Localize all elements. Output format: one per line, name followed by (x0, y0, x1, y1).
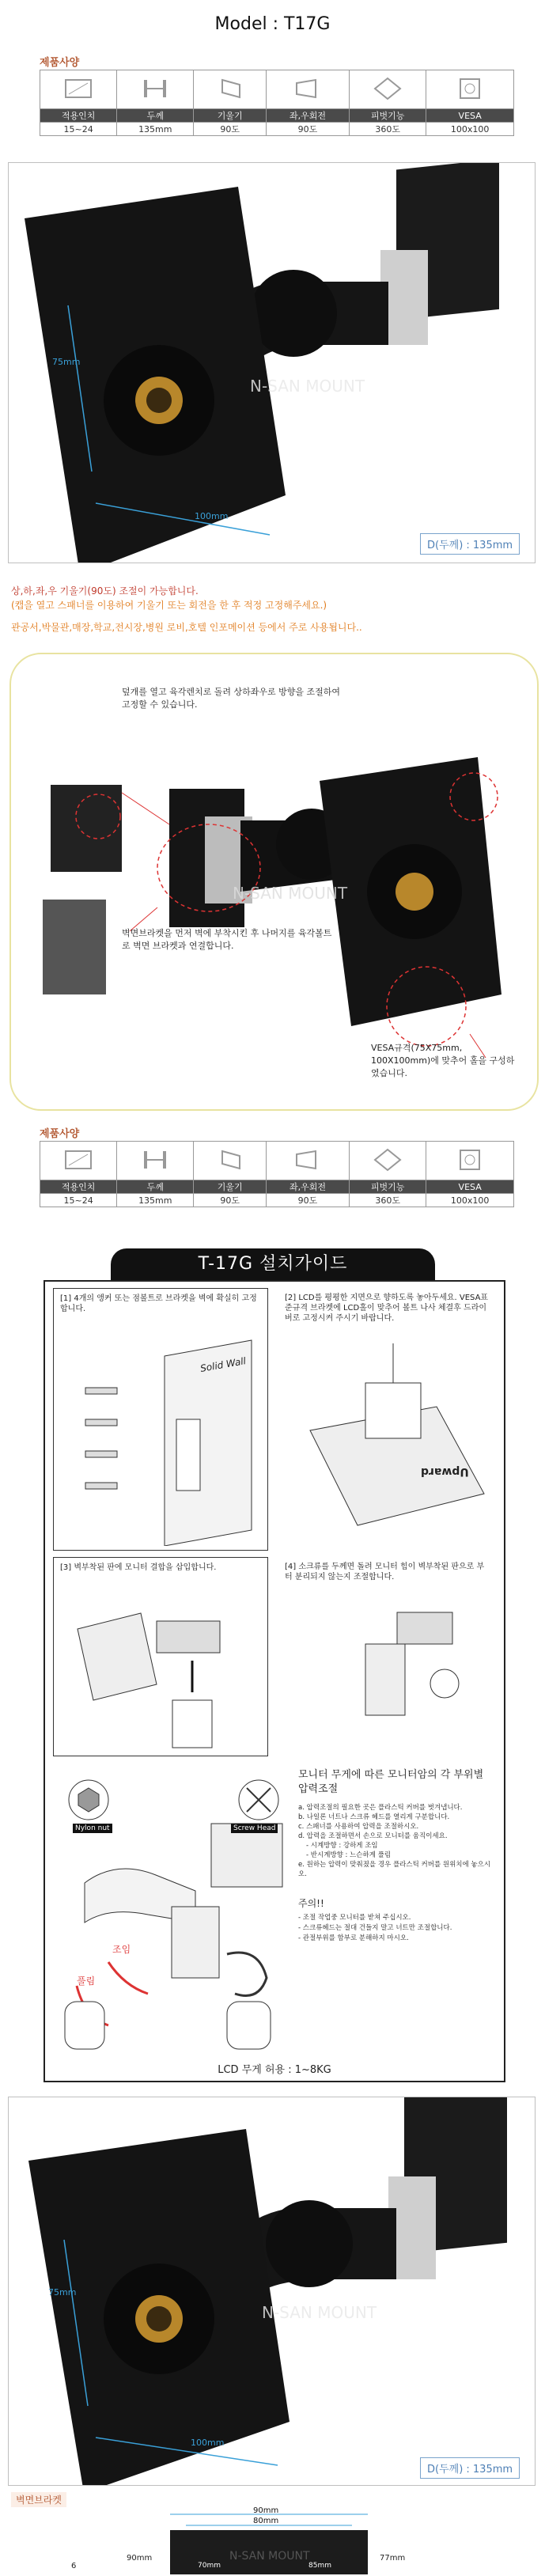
spec-table-2 (40, 1141, 514, 1207)
step-3-text: [3] 벽부착된 판에 모니터 결합을 삽입합니다. (60, 1563, 217, 1572)
guide-step-1 (53, 1288, 268, 1551)
watermark: N-SAN MOUNT (229, 2550, 310, 2563)
note-top: 덮개를 열고 육각렌치로 돌려 상하좌우로 방향을 조절하여 고정할 수 있습니다. (122, 687, 341, 710)
tilt-icon (194, 1142, 267, 1180)
guide-step-2 (278, 1288, 496, 1549)
bottom-dim-2: 85mm (308, 2562, 331, 2570)
caution-title: 주의!! (298, 1898, 324, 1909)
desc-line-2: (캡을 열고 스패너를 이용하여 기울기 또는 회전을 한 후 적정 고정해주세요.) (11, 600, 327, 611)
pressure-line: c. 스패너를 사용하여 압력을 조절하시오. (298, 1823, 419, 1831)
caution-list (298, 1913, 496, 1944)
dim-horizontal-label: 100mm (191, 2438, 225, 2448)
caution-line: - 조절 작업중 모니터를 받쳐 주십시오. (298, 1914, 411, 1922)
spec-header: 적용인치 (40, 1180, 117, 1194)
spec-value: 135mm (117, 1194, 194, 1207)
step-4-text: [4] 소크류를 두께면 돌려 모니터 힘이 벽부착된 판으로 부터 분리되지 않는지 조절합니다. (285, 1563, 485, 1582)
note-vesa: VESA규격(75X75mm, 100X100mm)에 맞추어 홀을 구성하였습니다. (371, 1043, 515, 1078)
pressure-line: b. 나일론 너트나 스크류 헤드를 열리게 구분합니다. (298, 1813, 450, 1821)
pressure-title: 모니터 무게에 따른 모니터암의 각 부위별 압력조절 (298, 1769, 484, 1795)
depth-caption: D(두께) : 135mm (420, 2457, 520, 2479)
pivot-icon (350, 1142, 426, 1180)
desc-line-1: 상,하,좌,우 기울기(90도) 조절이 가능합니다. (11, 585, 199, 597)
wall-plate-diagram (8, 2506, 534, 2574)
product-photo-2 (8, 2097, 536, 2486)
desc-line-3: 관공서,박물관,매장,학교,전시장,병원 로비,호텔 인포메이션 등에서 주로 사용됩니다.. (11, 622, 362, 633)
watermark: N-SAN MOUNT (262, 2303, 377, 2322)
step-2-text: [2] LCD를 평평한 지면으로 향하도록 놓아두세요. VESA표준규격 브라켓에 LCD홀이 맞추어 볼트 나사 체결후 드라이버로 고정시켜 주시기 바랍니다. (285, 1294, 489, 1323)
swivel-icon (266, 1142, 349, 1180)
tilt-icon (194, 70, 267, 109)
spec-tag: 제품사양 (40, 54, 79, 71)
spec-header: 좌,우회전 (266, 109, 349, 123)
spec-value: 90도 (194, 1194, 267, 1207)
spec-header: 두께 (117, 1180, 194, 1194)
tighten-label: 조임 (112, 1944, 131, 1955)
loosen-label: 풀림 (77, 1976, 96, 1987)
detail-photo (9, 653, 539, 1111)
spec-header: 피벗기능 (350, 109, 426, 123)
spec-header: 적용인치 (40, 109, 117, 123)
vesa-icon (426, 1142, 514, 1180)
spec-value: 90도 (266, 1194, 349, 1207)
size-icon (40, 1142, 117, 1180)
pivot-icon (350, 70, 426, 109)
pressure-line: e. 원하는 압력이 맞춰졌을 경우 플라스틱 커버를 원위치에 놓으시오. (298, 1861, 491, 1878)
left-dim: 90mm (127, 2554, 153, 2563)
hole-dim: 6 (71, 2562, 77, 2570)
depth-caption: D(두께) : 135mm (420, 533, 520, 555)
spec-value: 360도 (350, 1194, 426, 1207)
spec-value: 100x100 (426, 123, 514, 136)
spec-header: 기울기 (194, 1180, 267, 1194)
wall-bracket-tag: 벽면브라켓 (11, 2492, 66, 2507)
spec-header: VESA (426, 109, 514, 123)
product-photo-1 (8, 162, 536, 563)
spec-table (40, 70, 514, 136)
pressure-instructions (298, 1768, 496, 1944)
vesa-icon (426, 70, 514, 109)
spec-tag: 제품사양 (40, 1125, 79, 1142)
spec-value: 90도 (266, 123, 349, 136)
pressure-list (298, 1803, 496, 1879)
spec-header: 피벗기능 (350, 1180, 426, 1194)
bottom-dim-1: 70mm (198, 2562, 221, 2570)
guide-step-4 (278, 1557, 496, 1755)
caution-line: - 스크류헤드는 절대 건들지 말고 너트만 조절합니다. (298, 1924, 452, 1932)
spec-header: VESA (426, 1180, 514, 1194)
top-dim-2: 80mm (253, 2517, 279, 2525)
solid-wall-label: Solid Wall (199, 1355, 247, 1374)
guide-step-3 (53, 1557, 268, 1756)
pressure-line: a. 압력조절의 필요한 곳은 플라스틱 커버를 벗겨냅니다. (298, 1804, 463, 1812)
top-dim-1: 90mm (253, 2506, 279, 2515)
weight-limit: LCD 무게 허용 : 1~8KG (218, 2064, 331, 2076)
spec-value: 135mm (117, 123, 194, 136)
note-middle: 벽면브라켓을 먼저 벽에 부착시킨 후 나머지를 육각볼트로 벽면 브라켓과 연결합니다. (122, 928, 332, 951)
watermark: N-SAN MOUNT (250, 377, 365, 396)
screw-head-label: Screw Head (231, 1824, 278, 1833)
dim-vertical-label: 75mm (48, 2287, 77, 2298)
upward-label: Upward (421, 1465, 469, 1478)
depth-icon (117, 1142, 194, 1180)
spec-header: 두께 (117, 109, 194, 123)
spec-value: 15~24 (40, 1194, 117, 1207)
install-guide (44, 1280, 505, 2082)
dim-vertical-label: 75mm (52, 357, 81, 367)
spec-value: 90도 (194, 123, 267, 136)
guide-title: T-17G 설치가이드 (111, 1248, 435, 1280)
caution-line: - 관절부위를 함부로 분해하지 마시오. (298, 1934, 409, 1942)
spec-value: 100x100 (426, 1194, 514, 1207)
spec-header: 기울기 (194, 109, 267, 123)
spec-value: 15~24 (40, 123, 117, 136)
pressure-line: - 시계방향 : 강하게 조임 (306, 1842, 378, 1850)
pressure-line: d. 압력을 조절하면서 손으로 모니터를 움직이세요. (298, 1832, 448, 1840)
swivel-icon (266, 70, 349, 109)
pressure-line: - 반시계방향 : 느슨하게 풀림 (306, 1851, 392, 1859)
depth-icon (117, 70, 194, 109)
dim-horizontal-label: 100mm (195, 511, 229, 521)
right-dim: 77mm (380, 2554, 406, 2563)
nylon-nut-label: Nylon nut (73, 1824, 112, 1833)
page-title: Model : T17G (214, 14, 331, 34)
size-icon (40, 70, 117, 109)
spec-value: 360도 (350, 123, 426, 136)
pressure-diagram (53, 1764, 290, 2065)
watermark: N-SAN MOUNT (233, 884, 348, 903)
spec-header: 좌,우회전 (266, 1180, 349, 1194)
step-1-text: [1] 4개의 앵커 또는 점볼트로 브라켓을 벽에 확실히 고정합니다. (60, 1294, 257, 1313)
